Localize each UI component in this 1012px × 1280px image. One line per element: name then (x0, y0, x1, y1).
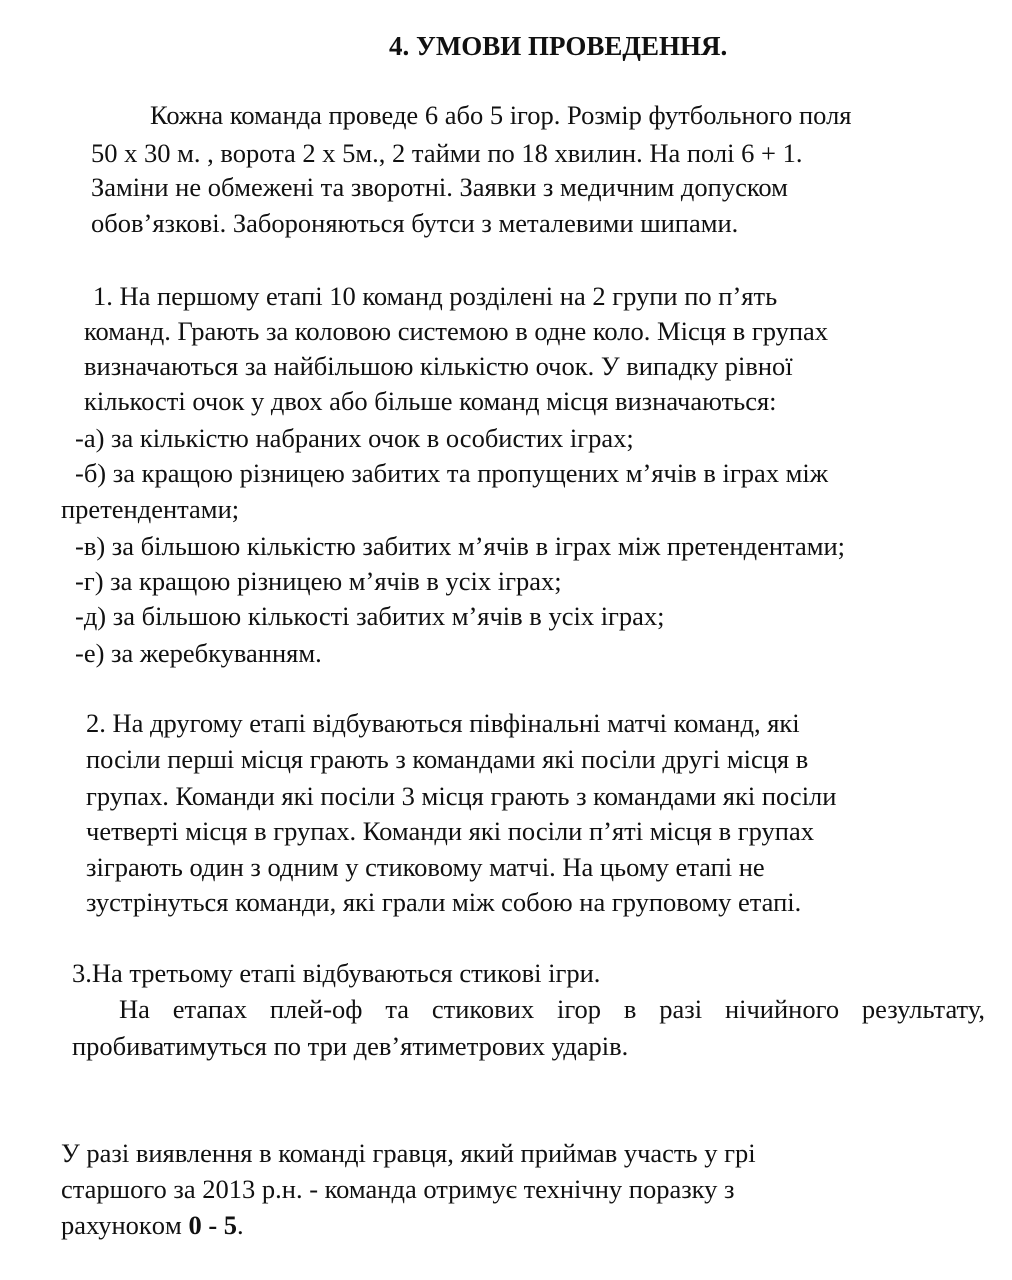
stage3-line-3: пробиватимуться по три дев’ятиметрових ударів. (72, 1031, 629, 1061)
stage1-line-4: кількості очок у двох або більше команд місця визначаються: (84, 386, 777, 416)
stage1-line-1: 1. На першому етапі 10 команд розділені на 2 групи по п’ять (93, 281, 778, 311)
stage1-line-2: команд. Грають за коловою системою в одне коло. Місця в групах (84, 316, 829, 346)
stage1-line-3: визначаються за найбільшою кількістю очок. У випадку рівної (84, 351, 793, 381)
note-line-3-prefix: рахунокoм (61, 1210, 189, 1240)
stage1-criterion-b: -б) за кращою різницею забитих та пропущених м’ячів в іграх між (75, 458, 829, 488)
stage2-line-5: зіграють один з одним у стиковому матчі. На цьому етапі не (86, 852, 765, 882)
stage1-criterion-b-cont: претендентами; (61, 494, 240, 524)
note-line-3-suffix: . (237, 1210, 244, 1240)
section-title: 4. УМОВИ ПРОВЕДЕННЯ. (389, 31, 728, 61)
stage1-criterion-d: -д) за більшою кількості забитих м’ячів в усіх іграх; (75, 601, 665, 631)
stage2-line-3: групах. Команди які посіли 3 місця грають з командами які посіли (86, 781, 837, 811)
stage3-line-1: 3.На третьому етапі відбуваються стикові ігри. (72, 958, 601, 988)
intro-line-1: Кожна команда проведе 6 або 5 ігор. Розмір футбольного поля (150, 100, 852, 130)
stage2-line-1: 2. На другому етапі відбуваються півфінальні матчі команд, які (86, 708, 800, 738)
technical-score: 0 - 5 (188, 1210, 238, 1240)
note-line-3 (61, 1212, 244, 1239)
stage1-criterion-v: -в) за більшою кількістю забитих м’ячів в іграх між претендентами; (75, 531, 846, 561)
intro-line-4: обов’язкові. Забороняються бутси з металевими шипами. (91, 208, 739, 238)
stage1-criterion-a: -а) за кількістю набраних очок в особистих іграх; (75, 423, 634, 453)
intro-line-2: 50 х 30 м. , ворота 2 х 5м., 2 тайми по 18 хвилин. На полі 6 + 1. (91, 138, 803, 168)
stage2-line-6: зустрінуться команди, які грали між собою на груповому етапі. (86, 887, 802, 917)
intro-line-3: Заміни не обмежені та зворотні. Заявки з медичним допуском (91, 172, 788, 202)
stage3-line-2: На етапах плей-оф та стикових ігор в разі нічийного результату, (119, 994, 985, 1024)
note-line-1: У разі виявлення в команді гравця, який приймав участь у грі (61, 1138, 756, 1168)
stage1-criterion-g: -г) за кращою різницею м’ячів в усіх іграх; (75, 566, 562, 596)
note-line-2: старшого за 2013 р.н. - команда отримує технічну поразку з (61, 1174, 735, 1204)
stage1-criterion-e: -е) за жеребкуванням. (75, 638, 322, 668)
stage2-line-2: посіли перші місця грають з командами які посіли другі місця в (86, 744, 809, 774)
stage2-line-4: четверті місця в групах. Команди які посіли п’яті місця в групах (86, 816, 814, 846)
